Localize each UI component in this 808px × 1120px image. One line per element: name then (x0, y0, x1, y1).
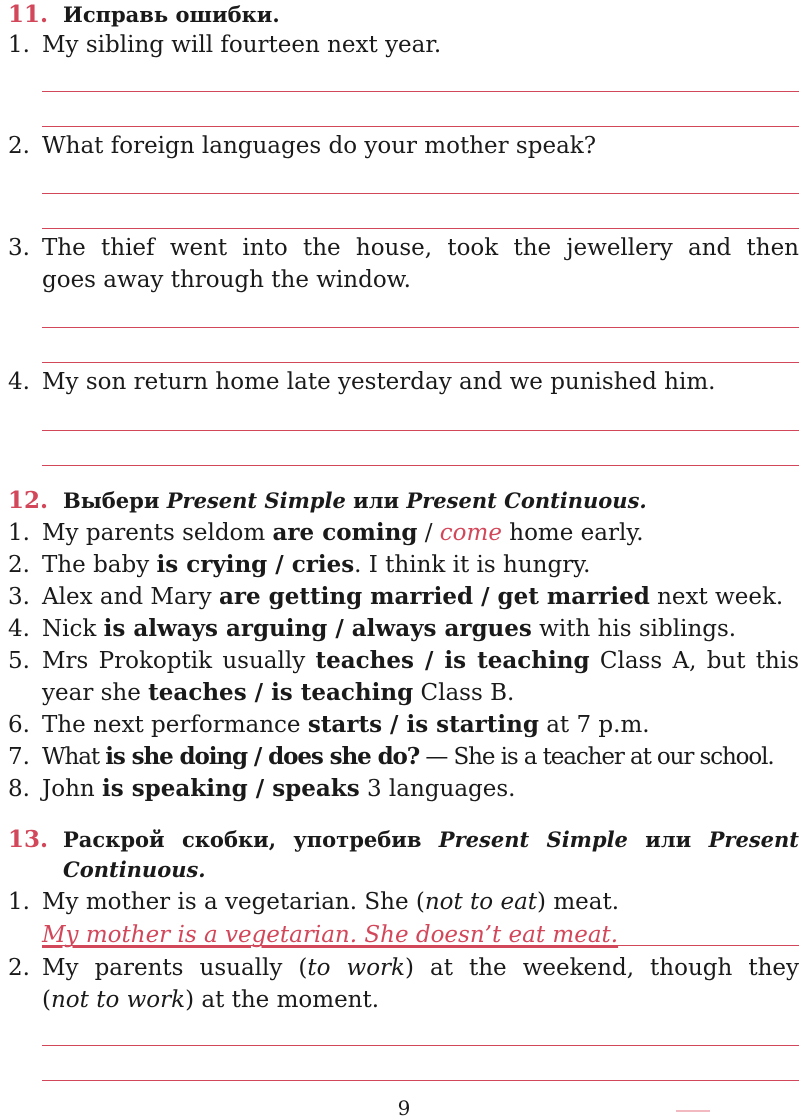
tense-b: Present (708, 827, 800, 852)
separator: / (247, 743, 269, 770)
separator: / (473, 583, 498, 610)
text: John (42, 776, 103, 802)
ex11-item-1-text: My sibling will fourteen next year. (42, 32, 442, 58)
verb-hint: to work (307, 955, 405, 981)
separator: / (413, 647, 445, 674)
answer-line[interactable] (42, 228, 799, 229)
text: year she (42, 680, 149, 706)
sample-answer: My mother is a vegetarian. She doesn’t eat meat. (42, 922, 619, 948)
ex13-item-1 (42, 887, 619, 917)
text: The baby (42, 552, 157, 578)
instr-prefix: Раскрой скобки, употребив (63, 827, 422, 852)
ex12-item-5-line1 (42, 646, 799, 676)
option-b[interactable]: does she do? (268, 743, 420, 770)
option-a[interactable]: are coming (272, 519, 418, 546)
ex11-item-1-number: 1. (8, 32, 30, 58)
text: ) at the moment. (185, 987, 380, 1013)
page-number: 9 (397, 1096, 411, 1120)
text: What (42, 744, 106, 770)
option-a[interactable]: are getting married (218, 583, 474, 610)
text: — She is a teacher at our school. (419, 744, 774, 770)
verb-hint: not to eat (424, 889, 538, 915)
answer-line[interactable] (42, 193, 799, 194)
ex12-item-6 (42, 710, 650, 740)
ex12-item-3-number: 3. (8, 584, 30, 610)
text: My parents seldom (42, 520, 273, 546)
ex12-item-6-number: 6. (8, 712, 30, 738)
option-a[interactable]: is speaking (102, 775, 248, 802)
ex12-item-8 (42, 774, 515, 804)
text: Class B. (413, 680, 515, 706)
option-a[interactable]: is always arguing (103, 615, 328, 642)
option-b-selected[interactable]: come (439, 520, 502, 546)
text: home early. (501, 520, 644, 546)
tense-b: Present Continuous. (406, 488, 647, 513)
separator: / (267, 551, 292, 578)
ex11-item-4-text: My son return home late yesterday and we punished him. (42, 369, 716, 395)
instr-prefix: Выбери (63, 488, 160, 513)
text: ( (42, 987, 51, 1013)
ex12-item-5-line2 (42, 678, 514, 708)
ex12-item-4-number: 4. (8, 616, 30, 642)
option-a[interactable]: is she doing (105, 743, 248, 770)
option-b[interactable]: is teaching (271, 679, 414, 706)
verb-hint: not to work (50, 987, 186, 1013)
text: ) at the weekend, though they (405, 955, 800, 981)
option-b[interactable]: always argues (351, 615, 532, 642)
ex11-item-3-number: 3. (8, 235, 30, 261)
ex11-item-2-text: What foreign languages do your mother speak? (42, 133, 597, 159)
separator: / (417, 520, 440, 546)
option-a[interactable]: teaches (315, 647, 414, 674)
exercise-13-instruction-line2 (63, 855, 206, 885)
option-a[interactable]: starts (307, 711, 383, 738)
exercise-13-number: 13. (8, 826, 49, 853)
or-word: или (353, 488, 400, 513)
option-b[interactable]: get married (497, 583, 650, 610)
exercise-11-instruction: Исправь ошибки. (63, 2, 280, 27)
option-a[interactable]: is crying (156, 551, 268, 578)
exercise-11-number: 11. (8, 1, 49, 28)
ex12-item-8-number: 8. (8, 776, 30, 802)
answer-line[interactable] (42, 362, 799, 363)
answer-line[interactable] (42, 1080, 799, 1081)
ex12-item-1 (42, 518, 644, 548)
text: . I think it is hungry. (354, 552, 591, 578)
option-b[interactable]: is starting (406, 711, 539, 738)
ex13-item-2-number: 2. (8, 955, 30, 981)
text: My parents usually ( (42, 955, 308, 981)
ex12-item-7 (42, 742, 774, 772)
ex12-item-2 (42, 550, 590, 580)
corner-mark (676, 1110, 710, 1120)
tense-a: Present Simple (438, 827, 628, 852)
ex11-item-4-number: 4. (8, 369, 30, 395)
text: Alex and Mary (42, 584, 219, 610)
text: Class A, but this (589, 648, 800, 674)
option-b[interactable]: is teaching (444, 647, 590, 674)
or-word: или (645, 827, 692, 852)
answer-line[interactable] (42, 126, 799, 127)
ex12-item-3 (42, 582, 783, 612)
answer-line[interactable] (42, 91, 799, 92)
text: 3 languages. (359, 776, 516, 802)
ex12-item-7-number: 7. (8, 744, 30, 770)
separator: / (247, 775, 273, 802)
answer-line[interactable] (42, 465, 799, 466)
text: ) meat. (537, 889, 620, 915)
option-a[interactable]: teaches (148, 679, 247, 706)
text: next week. (649, 584, 784, 610)
text: with his siblings. (531, 616, 737, 642)
ex11-item-3-line2: goes away through the window. (42, 267, 411, 293)
tense-b-cont: Continuous. (63, 857, 206, 882)
text: Mrs Prokoptik usually (42, 648, 316, 674)
separator: / (327, 615, 352, 642)
ex12-item-2-number: 2. (8, 552, 30, 578)
answer-line[interactable] (42, 1045, 799, 1046)
separator: / (382, 711, 407, 738)
ex13-item-2-line2 (42, 985, 379, 1015)
ex11-item-3-line1: The thief went into the house, took the jewellery and then (42, 235, 799, 261)
separator: / (246, 679, 272, 706)
exercise-12-number: 12. (8, 487, 49, 514)
text: My mother is a vegetarian. She ( (42, 889, 425, 915)
option-b[interactable]: speaks (272, 775, 360, 802)
exercise-13-instruction-line1 (63, 825, 799, 855)
ex12-item-1-number: 1. (8, 520, 30, 546)
text: Nick (42, 616, 104, 642)
ex12-item-4 (42, 614, 736, 644)
ex12-item-5-number: 5. (8, 648, 30, 674)
text: The next performance (42, 712, 308, 738)
tense-a: Present Simple (166, 488, 346, 513)
option-b[interactable]: cries (291, 551, 355, 578)
ex11-item-2-number: 2. (8, 133, 30, 159)
answer-line[interactable] (42, 327, 799, 328)
text: at 7 p.m. (538, 712, 650, 738)
answer-line[interactable] (42, 430, 799, 431)
ex13-item-2-line1 (42, 953, 799, 983)
exercise-12-instruction (63, 486, 647, 516)
ex13-item-1-number: 1. (8, 889, 30, 915)
